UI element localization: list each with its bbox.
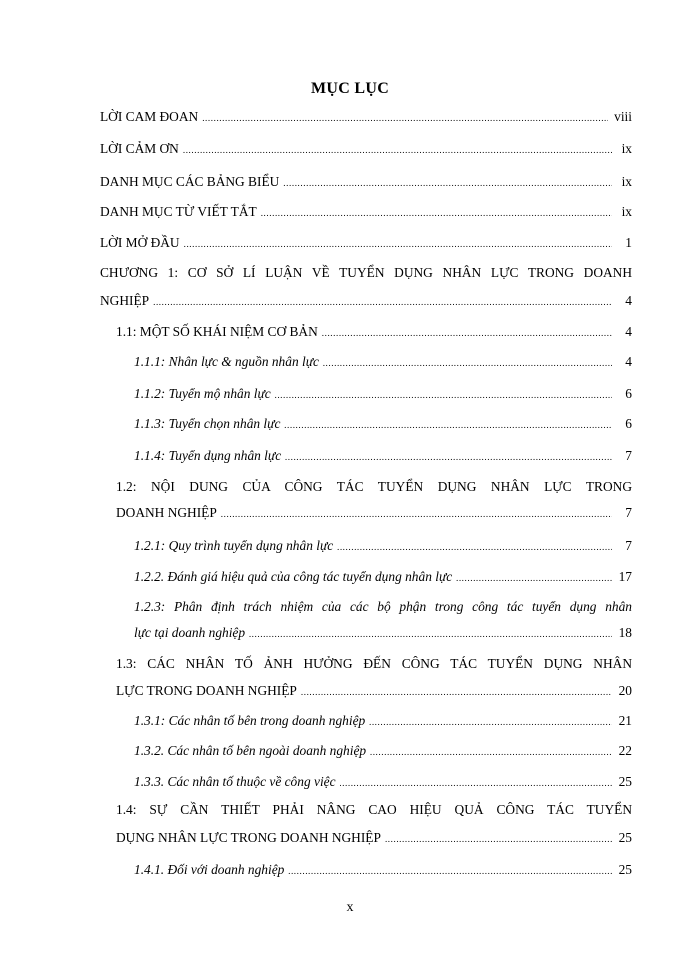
- toc-page-number: 21: [618, 713, 632, 728]
- dot-leader: [261, 203, 612, 223]
- toc-entry-text: 1.2.1: Quy trình tuyển dụng nhân lực: [134, 538, 334, 553]
- dot-leader: [249, 624, 612, 644]
- dot-leader: [323, 353, 612, 373]
- toc-entry: [134, 772, 632, 793]
- toc-page-number: 7: [625, 448, 632, 463]
- toc-entry-text: 1.1.1: Nhân lực & nguồn nhân lực: [134, 354, 319, 369]
- toc-entry-text: LỜI MỞ ĐẦU: [100, 235, 180, 250]
- toc-entry-text: 1.1.4: Tuyển dụng nhân lực: [134, 448, 282, 463]
- dot-leader: [456, 568, 612, 588]
- dot-leader: [370, 742, 612, 762]
- toc-page-number: 1: [625, 235, 632, 250]
- dot-leader: [202, 108, 608, 128]
- toc-page-number: ix: [621, 204, 632, 219]
- dot-leader: [301, 682, 612, 702]
- dot-leader: [183, 140, 612, 160]
- toc-entry: [100, 202, 632, 223]
- toc-page-number: 17: [618, 569, 632, 584]
- toc-page-number: 25: [618, 774, 632, 789]
- toc-page-number: 4: [625, 354, 632, 369]
- dot-leader: [283, 173, 612, 193]
- dot-leader: [153, 292, 612, 312]
- toc-entry: [100, 107, 632, 128]
- dot-leader: [288, 861, 612, 881]
- toc-entry-heading: 1.4: SỰ CẦN THIẾT PHẢI NÂNG CAO HIỆU QUẢ CÔNG TÁC TUYỂN: [116, 802, 632, 817]
- toc-page-number: 25: [618, 830, 632, 845]
- toc-page-number: 6: [625, 386, 632, 401]
- toc-entry-text: LỰC TRONG DOANH NGHIỆP: [116, 683, 297, 698]
- toc-page-number: ix: [621, 141, 632, 156]
- dot-leader: [369, 712, 612, 732]
- toc-entry-text: NGHIỆP: [100, 293, 150, 308]
- toc-entry-text: 1.4.1. Đối với doanh nghiệp: [134, 862, 285, 877]
- dot-leader: [284, 415, 612, 435]
- toc-entry-text: 1.3.2. Các nhân tố bên ngoài doanh nghiệp: [134, 743, 367, 758]
- toc-page-number: 7: [625, 505, 632, 520]
- toc-page-number: 7: [625, 538, 632, 553]
- toc-entry: [116, 654, 632, 702]
- toc-entry-text: LỜI CẢM ƠN: [100, 141, 179, 156]
- toc-page-number: 20: [618, 683, 632, 698]
- toc-entry-text: 1.1.2: Tuyển mộ nhân lực: [134, 386, 271, 401]
- toc-entry-text: DANH MỤC CÁC BẢNG BIỂU: [100, 174, 280, 189]
- dot-leader: [285, 447, 612, 467]
- toc-entry-text: 1.3.3. Các nhân tố thuộc về công việc: [134, 774, 336, 789]
- toc-page-number: ix: [621, 174, 632, 189]
- dot-leader: [184, 234, 612, 254]
- dot-leader: [221, 504, 612, 524]
- toc-entry: [134, 414, 632, 435]
- toc-entry-text: 1.3.1: Các nhân tố bên trong doanh nghiệp: [134, 713, 366, 728]
- toc-entry: [134, 536, 632, 557]
- page-footer-number: x: [346, 900, 354, 915]
- toc-entry-text: DOANH NGHIỆP: [116, 505, 217, 520]
- toc-entry: [134, 860, 632, 881]
- page-title: MỤC LỤC: [310, 80, 390, 97]
- dot-leader: [337, 537, 612, 557]
- toc-entry: [134, 567, 632, 588]
- toc-entry: [100, 263, 632, 312]
- toc-entry: [134, 741, 632, 762]
- toc-entry: [116, 477, 632, 524]
- toc-page-number: viii: [614, 109, 632, 124]
- dot-leader: [340, 773, 612, 793]
- toc-page-number: 4: [625, 324, 632, 339]
- toc-entry-text: DANH MỤC TỪ VIẾT TẮT: [100, 204, 257, 219]
- toc-entry: [134, 352, 632, 373]
- toc-entry: [100, 139, 632, 160]
- toc-entry-text: DỤNG NHÂN LỰC TRONG DOANH NGHIỆP: [116, 830, 381, 845]
- toc-entry-text: LỜI CAM ĐOAN: [100, 109, 199, 124]
- toc-entry-text: lực tại doanh nghiệp: [134, 625, 246, 640]
- toc-entry-text: 1.2.2. Đánh giá hiệu quả của công tác tuyển dụng nhân lực: [134, 569, 453, 584]
- toc-entry: [100, 172, 632, 193]
- toc-entry: [116, 800, 632, 849]
- toc-entry: [100, 233, 632, 254]
- toc-page-number: 18: [618, 625, 632, 640]
- toc-entry: [134, 446, 632, 467]
- toc-entry: [134, 597, 632, 644]
- toc-entry-text: 1.1: MỘT SỐ KHÁI NIỆM CƠ BẢN: [116, 324, 318, 339]
- toc-page-number: 22: [618, 743, 632, 758]
- toc-entry-text: 1.1.3: Tuyển chọn nhân lực: [134, 416, 281, 431]
- dot-leader: [275, 385, 612, 405]
- toc-page-number: 6: [625, 416, 632, 431]
- toc-page-number: 4: [625, 293, 632, 308]
- toc-entry: [134, 711, 632, 732]
- dot-leader: [385, 829, 612, 849]
- toc-entry-heading: 1.3: CÁC NHÂN TỐ ẢNH HƯỞNG ĐẾN CÔNG TÁC TUYỂN DỤNG NHÂN: [116, 656, 632, 671]
- toc-page-number: 25: [618, 862, 632, 877]
- toc-entry: [134, 384, 632, 405]
- dot-leader: [322, 323, 612, 343]
- toc-entry: [116, 322, 632, 343]
- toc-entry-heading: 1.2: NỘI DUNG CỦA CÔNG TÁC TUYỂN DỤNG NHÂN LỰC TRONG: [116, 479, 632, 494]
- toc-entry-heading: CHƯƠNG 1: CƠ SỞ LÍ LUẬN VỀ TUYỂN DỤNG NHÂN LỰC TRONG DOANH: [100, 265, 632, 280]
- toc-entry-heading: 1.2.3: Phân định trách nhiệm của các bộ phận trong công tác tuyển dụng nhân: [134, 599, 632, 614]
